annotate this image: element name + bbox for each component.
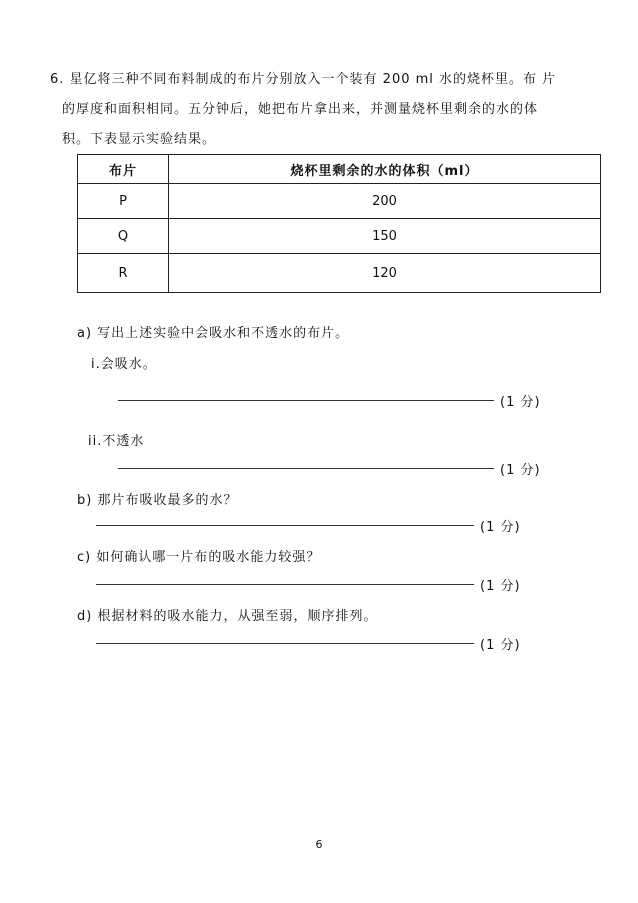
- table-row: [78, 219, 601, 254]
- header-remaining-volume: 烧杯里剩余的水的体积（ml）: [169, 155, 601, 184]
- marks-label: (1 分): [500, 463, 541, 478]
- answer-row-d: [96, 634, 521, 653]
- answer-line-a-ii[interactable]: [118, 468, 494, 469]
- table-header-row: [78, 155, 601, 184]
- answer-line-c[interactable]: [96, 584, 474, 585]
- cell-volume: 150: [169, 219, 601, 254]
- answer-row-b: [96, 516, 521, 535]
- cell-fabric: R: [78, 254, 169, 293]
- answer-line-d[interactable]: [96, 643, 474, 644]
- answer-line-b[interactable]: [96, 525, 474, 526]
- question-text-line-3: 积。下表显示实验结果。: [62, 132, 217, 147]
- part-b-prompt: b) 那片布吸收最多的水？: [77, 493, 238, 508]
- answer-row-a-ii: [118, 459, 541, 478]
- table-row: [78, 254, 601, 293]
- marks-label: (1 分): [480, 579, 521, 594]
- results-table: [77, 154, 601, 293]
- part-a-i-label: i.会吸水。: [91, 357, 157, 372]
- part-c-prompt: c) 如何确认哪一片布的吸水能力较强？: [77, 550, 321, 565]
- question-text-line-2: 的厚度和面积相同。五分钟后，她把布片拿出来，并测量烧杯里剩余的水的体: [62, 102, 539, 117]
- table-row: [78, 184, 601, 219]
- answer-row-a-i: [118, 391, 541, 410]
- cell-volume: 120: [169, 254, 601, 293]
- marks-label: (1 分): [480, 638, 521, 653]
- cell-volume: 200: [169, 184, 601, 219]
- marks-label: (1 分): [500, 395, 541, 410]
- part-a-prompt: a) 写出上述实验中会吸水和不透水的布片。: [77, 326, 350, 341]
- part-d-prompt: d) 根据材料的吸水能力，从强至弱，顺序排列。: [77, 609, 378, 624]
- answer-row-c: [96, 575, 521, 594]
- cell-fabric: Q: [78, 219, 169, 254]
- marks-label: (1 分): [480, 520, 521, 535]
- answer-line-a-i[interactable]: [118, 400, 494, 401]
- question-text-line-1: 6. 星亿将三种不同布料制成的布片分别放入一个装有 200 ml 水的烧杯里。布 片: [50, 72, 557, 87]
- page-number: 6: [315, 838, 323, 851]
- part-a-ii-label: ii.不透水: [88, 434, 145, 449]
- header-fabric: 布片: [78, 155, 169, 184]
- cell-fabric: P: [78, 184, 169, 219]
